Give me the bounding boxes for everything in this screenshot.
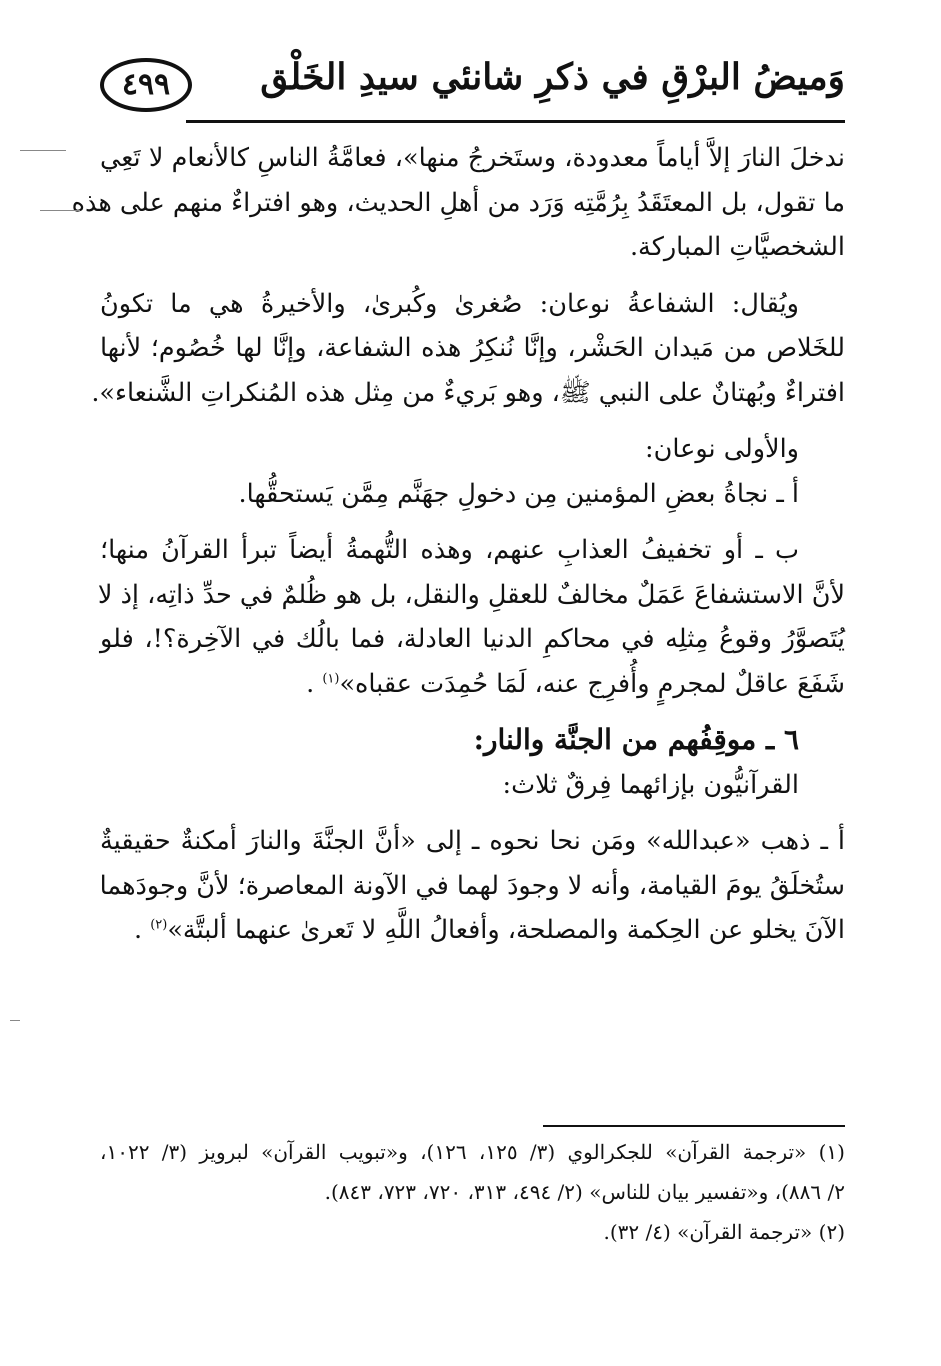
paragraph-gap xyxy=(100,706,845,718)
text-line-content: شَفَعَ عاقلٌ لمجرمٍ وأُفرِج عنه، لَمَا حُمِدَت عقباه» xyxy=(339,668,845,699)
running-title: وَميضُ البرْقِ في ذكرِ شانئي سيدِ الخَلْق xyxy=(260,56,845,98)
page-header xyxy=(100,48,845,134)
paragraph-gap xyxy=(100,516,845,528)
text-line: الآنَ يخلو عن الحِكمة والمصلحة، وأفعالُ اللَّهِ لا تَعرىٰ عنهما ألبتَّة»$^{(٢)}$ . xyxy=(133,915,845,945)
footnote-reference: (١) xyxy=(322,671,340,686)
paragraph: والأولى نوعان: xyxy=(645,434,799,464)
page-number-badge xyxy=(100,58,192,112)
paragraph-gap xyxy=(100,807,845,819)
list-item xyxy=(100,819,845,953)
text-line: ويُقال: الشفاعةُ نوعان: صُغرىٰ وكُبرىٰ، والأخيرةُ هي ما تكونُ xyxy=(100,288,799,319)
footnote-line: ٢/ ٨٨٦)، و«تفسير بيان للناس» (٢/ ٤٩٤، ٣١٣، ٧٢٠، ٧٢٣، ٨٤٣). xyxy=(324,1180,845,1204)
footnotes xyxy=(100,1132,845,1252)
text-line: ب ـ أو تخفيفُ العذابِ عنهم، وهذه التُّهمةُ أيضاً تبرأ القرآنُ منها؛ xyxy=(100,535,799,565)
text-line: الشخصيَّاتِ المباركة. xyxy=(629,232,845,262)
paragraph xyxy=(71,136,845,270)
footnote-line: (٢) «ترجمة القرآن» (٤/ ٣٢). xyxy=(603,1220,845,1244)
text-line: ستُخلَقُ يومَ القيامة، وأنه لا وجودَ لهما في الآونة المعاصرة؛ لأنَّ وجودَهما xyxy=(99,870,845,901)
paragraph xyxy=(91,282,845,416)
footnote-line: (١) «ترجمة القرآن» للجكرالوي (٣/ ١٢٥، ١٢٦)، و«تبويب القرآن» لبرويز (٣/ ١٠٢٢، xyxy=(100,1140,845,1164)
text-line-content: الآنَ يخلو عن الحِكمة والمصلحة، وأفعالُ اللَّهِ لا تَعرىٰ عنهما ألبتَّة» xyxy=(167,915,845,945)
footnote-reference: (٢) xyxy=(150,917,168,933)
scan-edge-mark xyxy=(20,150,66,151)
paragraph-gap xyxy=(100,415,845,427)
text-line: ما تقول، بل المعتَقَدُ بِرُمَّتِه وَرَد من أهلِ الحديث، وهو افتراءٌ منهم على هذه xyxy=(71,187,845,218)
text-line: للخَلاص من مَيدان الحَشْر، وإنَّا نُنكِرُ هذه الشفاعة، وإنَّا لها خُصُوم؛ لأنها xyxy=(100,333,845,363)
text-line: يُتَصوَّرُ وقوعُ مِثلِه في محاكمِ الدنيا العادلة، فما بالُك في الآخِرة؟!، فلو xyxy=(100,624,845,654)
text-line: افتراءٌ وبُهتانٌ على النبي ﷺ، وهو بَريءٌ من مِثل هذه المُنكراتِ الشَّنعاء». xyxy=(91,377,845,408)
section-heading: ٦ ـ موقِفُهم من الجنَّة والنار: xyxy=(473,723,799,756)
list-item: أ ـ نجاةُ بعضِ المؤمنين مِن دخولِ جهَنَّم مِمَّن يَستحقُّها. xyxy=(238,478,799,509)
body-text xyxy=(71,136,845,953)
section-intro: القرآنيُّون بإزائهما فِرقٌ ثلاث: xyxy=(502,769,799,800)
scan-edge-mark xyxy=(40,210,80,211)
paragraph-gap xyxy=(100,270,845,282)
header-rule xyxy=(186,120,845,123)
footnote-separator xyxy=(543,1125,845,1127)
text-line: لأنَّ الاستشفاعَ عَمَلٌ مخالفٌ للعقلِ والنقل، بل هو ظُلمٌ في حدِّ ذاتِه، إذ لا xyxy=(97,579,845,610)
text-line: شَفَعَ عاقلٌ لمجرمٍ وأُفرِج عنه، لَمَا حُمِدَت عقباه»$^{(١)}$ . xyxy=(306,668,845,699)
scan-edge-mark xyxy=(10,1020,20,1021)
text-line: أ ـ ذهب «عبدالله» ومَن نحا نحوه ـ إلى «أنَّ الجنَّةَ والنارَ أمكنةٌ حقيقيةٌ xyxy=(100,826,845,856)
page-number: ٤٩٩ xyxy=(121,67,171,102)
text-line: ندخلَ النارَ إلاَّ أياماً معدودة، وستَخرجُ منها»، فعامَّةُ الناسِ كالأنعام لا تَعِي xyxy=(100,143,845,173)
list-item xyxy=(97,528,845,706)
